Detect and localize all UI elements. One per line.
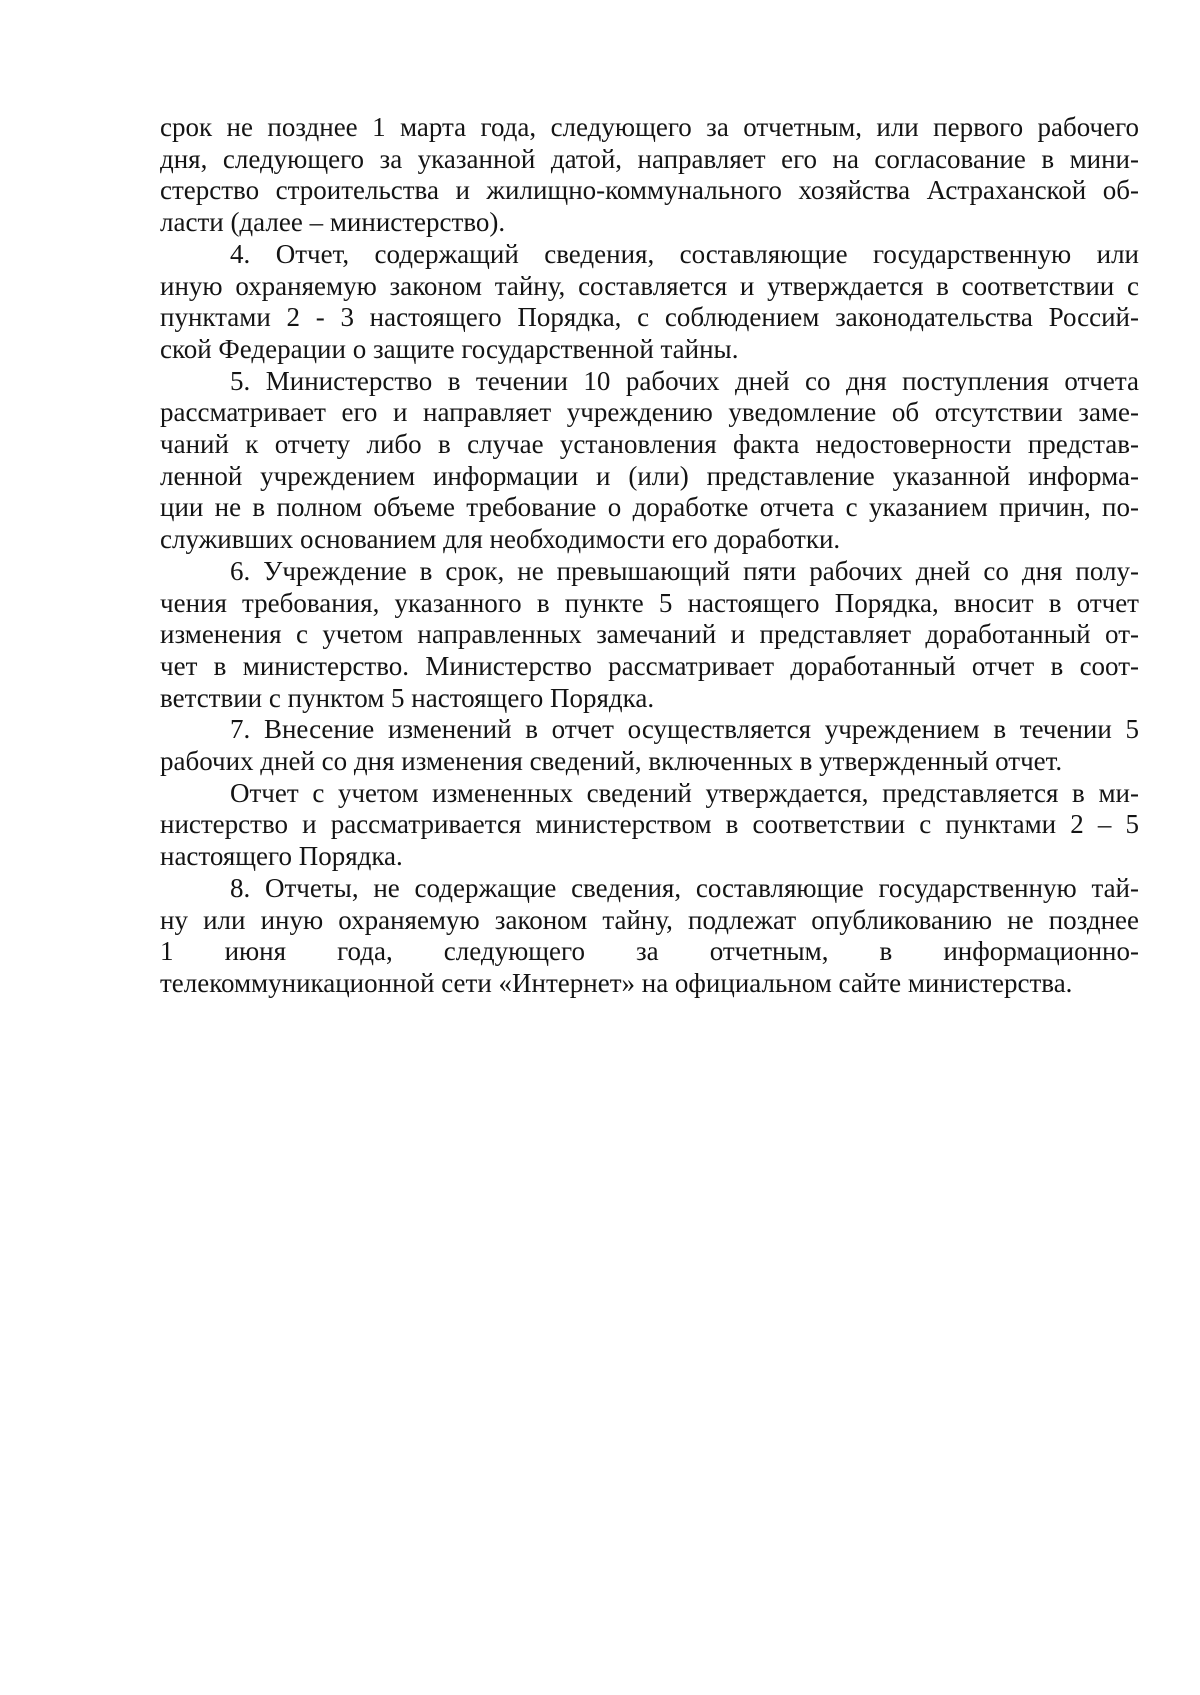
text-line: 6. Учреждение в срок, не превышающий пяти рабочих дней со дня полу- xyxy=(230,555,1139,586)
text-line: ции не в полном объеме требование о доработке отчета с указанием причин, по- xyxy=(160,492,1139,523)
paragraph-7 xyxy=(160,714,1139,777)
paragraph-4 xyxy=(160,239,1139,366)
text-line: Отчет с учетом измененных сведений утверждается, представляется в ми- xyxy=(230,777,1139,808)
text-line: служивших основанием для необходимости его доработки. xyxy=(160,524,841,555)
text-line: нистерство и рассматривается министерством в соответствии с пунктами 2 – 5 xyxy=(160,809,1139,840)
text-line: ленной учреждением информации и (или) представление указанной информа- xyxy=(160,460,1139,491)
text-line: телекоммуникационной сети «Интернет» на официальном сайте министерства. xyxy=(160,967,1073,998)
text-line: чения требования, указанного в пункте 5 настоящего Порядка, вносит в отчет xyxy=(160,587,1139,618)
text-line: ласти (далее – министерство). xyxy=(160,207,506,238)
text-line: ну или иную охраняемую законом тайну, подлежат опубликованию не позднее xyxy=(160,904,1139,935)
text-line: рассматривает его и направляет учреждению уведомление об отсутствии заме- xyxy=(160,397,1139,428)
text-line: чет в министерство. Министерство рассматривает доработанный отчет в соот- xyxy=(160,650,1139,681)
text-line: ветствии с пунктом 5 настоящего Порядка. xyxy=(160,682,655,713)
text-line: ской Федерации о защите государственной тайны. xyxy=(160,333,739,364)
text-line: дня, следующего за указанной датой, направляет его на согласование в мини- xyxy=(160,143,1139,174)
paragraph-7-continuation xyxy=(160,778,1139,873)
text-line: рабочих дней со дня изменения сведений, включенных в утвержденный отчет. xyxy=(160,746,1063,777)
text-line: 8. Отчеты, не содержащие сведения, составляющие государственную тай- xyxy=(230,872,1139,903)
text-line: срок не позднее 1 марта года, следующего за отчетным, или первого рабочего xyxy=(160,112,1139,142)
text-line: чаний к отчету либо в случае установления факта недостоверности представ- xyxy=(160,429,1139,460)
text-line: изменения с учетом направленных замечаний и представляет доработанный от- xyxy=(160,619,1139,650)
text-line: 5. Министерство в течении 10 рабочих дней со дня поступления отчета xyxy=(230,365,1139,396)
paragraph-6 xyxy=(160,556,1139,715)
text-line: 1 июня года, следующего за отчетным, в информационно- xyxy=(160,936,1139,967)
text-line: 4. Отчет, содержащий сведения, составляющие государственную или xyxy=(230,238,1139,269)
text-line: стерство строительства и жилищно-коммунального хозяйства Астраханской об- xyxy=(160,175,1139,206)
paragraph-5 xyxy=(160,366,1139,556)
paragraph-intro xyxy=(160,112,1139,239)
paragraph-8 xyxy=(160,873,1139,1000)
text-line: настоящего Порядка. xyxy=(160,841,403,872)
text-line: иную охраняемую законом тайну, составляется и утверждается в соответствии с xyxy=(160,270,1139,301)
text-line: пунктами 2 - 3 настоящего Порядка, с соблюдением законодательства Россий- xyxy=(160,302,1139,333)
text-line: 7. Внесение изменений в отчет осуществляется учреждением в течении 5 xyxy=(230,714,1139,745)
document-body xyxy=(160,112,1139,1000)
